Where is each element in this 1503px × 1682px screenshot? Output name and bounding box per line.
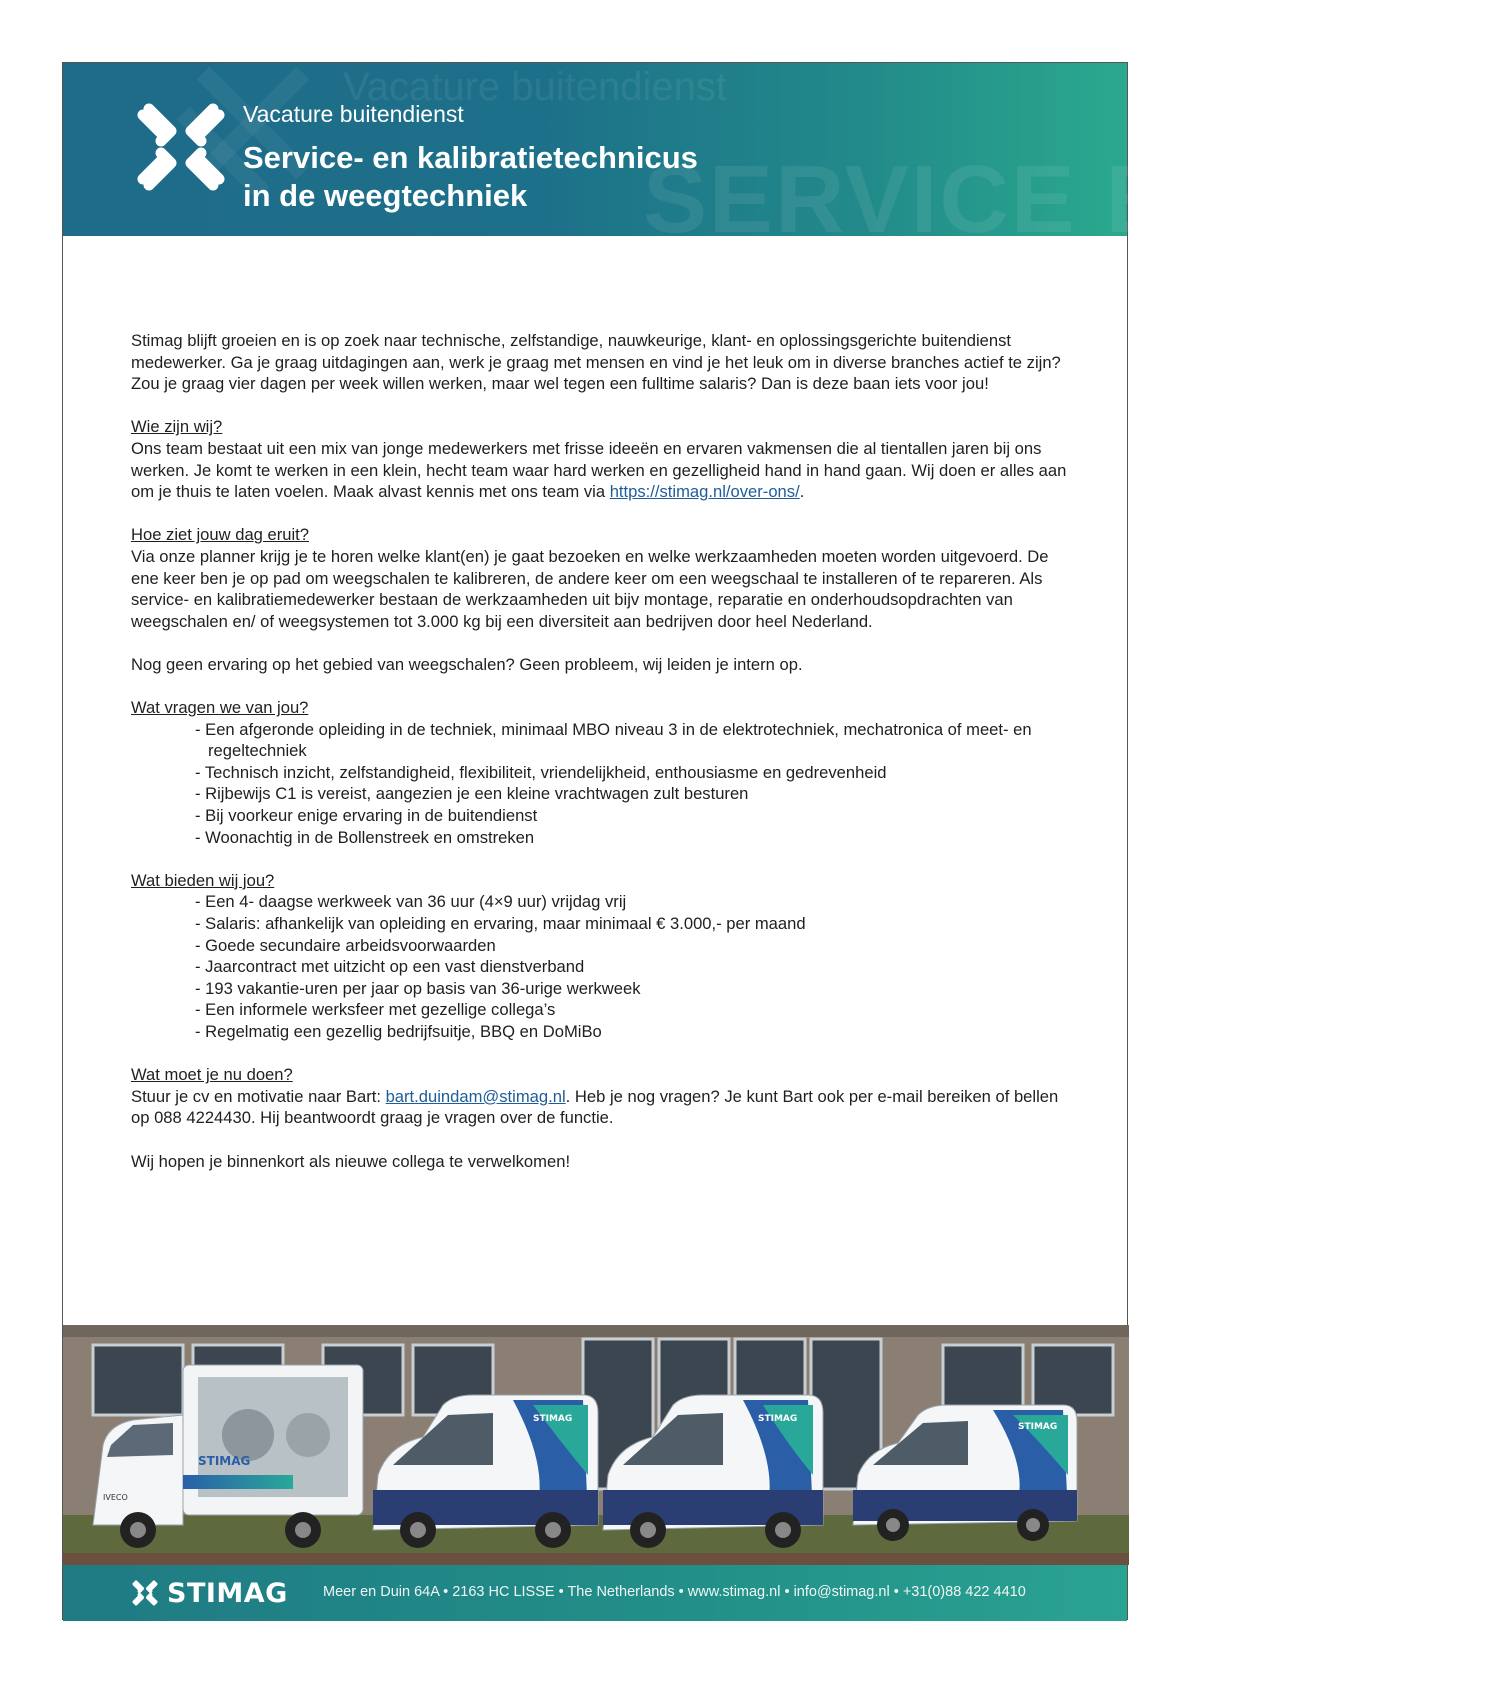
roof-edge [63, 1325, 1129, 1337]
footer-bar [63, 1565, 1127, 1621]
stimag-logo-icon [131, 1579, 159, 1607]
truck-van-brand: STIMAG [198, 1454, 251, 1468]
list-item: - Goede secundaire arbeidsvoorwaarden [195, 935, 496, 955]
ground [63, 1553, 1129, 1565]
day-heading: Hoe ziet jouw dag eruit? [131, 525, 310, 545]
list-item: - Bij voorkeur enige ervaring in de buitendienst [195, 806, 538, 826]
ghost-title: SERVICE EN KALI [643, 146, 1503, 253]
job-category: Vacature buitendienst [243, 101, 464, 127]
who-after: . [799, 482, 805, 502]
action-heading: Wat moet je nu doen? [131, 1065, 293, 1085]
requirements-list [131, 719, 1071, 849]
job-posting-page [62, 62, 1503, 1620]
day-paragraph: Via onze planner krijg je te horen welke klant(en) je gaat bezoeken en welke werkzaamheden moeten worden uitgevoerd. De ene keer ben je op pad om weegschalen te kalibreren, de andere keer om een weegschaal te installeren of te repareren. Als service- en kalibratiemedewerker bestaan de werkzaamheden uit bijv montage, reparatie en onderhoudsopdrachten van weegschalen en/ of weegsystemen tot 3.000 kg bij een diversiteit aan bedrijven door heel Nederland. [131, 546, 1049, 631]
van-3-brand: STIMAG [1018, 1422, 1058, 1432]
offer-heading: Wat bieden wij jou? [131, 870, 275, 890]
who-heading: Wie zijn wij? [131, 417, 223, 437]
list-item: - Salaris: afhankelijk van opleiding en ervaring, maar minimaal € 3.000,- per maand [195, 914, 806, 934]
posting-body [131, 330, 1071, 1194]
job-title [243, 139, 698, 215]
offer-list [131, 891, 1071, 1042]
footer-brand-name: STIMAG [167, 1577, 288, 1609]
team-link[interactable]: https://stimag.nl/over-ons/ [609, 482, 800, 502]
requirements-heading: Wat vragen we van jou? [131, 698, 309, 718]
list-item: - 193 vakantie-uren per jaar op basis van 36-urige werkweek [195, 978, 641, 998]
stimag-logo-icon [131, 97, 231, 197]
action-text-before: Stuur je cv en motivatie naar Bart: [131, 1086, 386, 1106]
list-item: - Woonachtig in de Bollenstreek en omstreken [195, 827, 535, 847]
action-text-after: . Heb je nog vragen? Je kunt Bart ook per e-mail bereiken of bellen op 088 4224430. Hij beantwoordt graag je vragen over de functie. [131, 1086, 1059, 1128]
who-paragraph [131, 438, 1071, 503]
footer-address: Meer en Duin 64A • 2163 HC LISSE • The Netherlands • www.stimag.nl • info@stimag.nl • +31(0)88 422 4410 [323, 1584, 1026, 1600]
job-title-line-1: Service- en kalibratietechnicus [243, 140, 698, 175]
fleet-photo [63, 1325, 1127, 1565]
van-1-brand: STIMAG [533, 1414, 573, 1424]
list-item: - Een afgeronde opleiding in de techniek, minimaal MBO niveau 3 in de elektrotechniek, mechatronica of meet- en regeltechniek [195, 719, 1032, 761]
job-title-line-2: in de weegtechniek [243, 178, 528, 213]
list-item: - Regelmatig een gezellig bedrijfsuitje, BBQ en DoMiBo [195, 1022, 602, 1041]
list-item: - Een 4- daagse werkweek van 36 uur (4×9 uur) vrijdag vrij [195, 892, 627, 912]
list-item: - Rijbewijs C1 is vereist, aangezien je een kleine vrachtwagen zult besturen [195, 784, 749, 804]
action-paragraph [131, 1086, 1071, 1129]
closing-line: Wij hopen je binnenkort als nieuwe collega te verwelkomen! [131, 1151, 571, 1171]
who-text: Ons team bestaat uit een mix van jonge medewerkers met frisse ideeën en ervaren vakmensen die al tientallen jaren bij ons werken. Je komt te werken in een klein, hecht team waar hard werken en gezelligheid hand in hand gaan. Wij doen er alles aan om je thuis te laten voelen. Maak alvast kennis met ons team via [131, 438, 1067, 502]
truck-brand: IVECO [103, 1493, 128, 1502]
footer-brand [131, 1578, 288, 1608]
email-link[interactable]: bart.duindam@stimag.nl [385, 1086, 566, 1106]
list-item: - Een informele werksfeer met gezellige collega’s [195, 1000, 556, 1020]
list-item: - Jaarcontract met uitzicht op een vast dienstverband [195, 957, 585, 977]
intro-paragraph: Stimag blijft groeien en is op zoek naar technische, zelfstandige, nauwkeurige, klant- en oplossingsgerichte buitendienst medewerker. Ga je graag uitdagingen aan, werk je graag met mensen en vind je het leuk om in diverse branches actief te zijn? Zou je graag vier dagen per week willen werken, maar wel tegen een fulltime salaris? Dan is deze baan iets voor jou! [131, 331, 1061, 394]
header-banner [63, 63, 1503, 253]
experience-note: Nog geen ervaring op het gebied van weegschalen? Geen probleem, wij leiden je intern op. [131, 654, 803, 674]
van-2-brand: STIMAG [758, 1414, 798, 1424]
ghost-subtitle: Vacature buitendienst [343, 65, 727, 109]
list-item: - Technisch inzicht, zelfstandigheid, flexibiliteit, vriendelijkheid, enthousiasme en gedrevenheid [195, 762, 887, 782]
fleet-illustration [63, 1325, 1129, 1565]
